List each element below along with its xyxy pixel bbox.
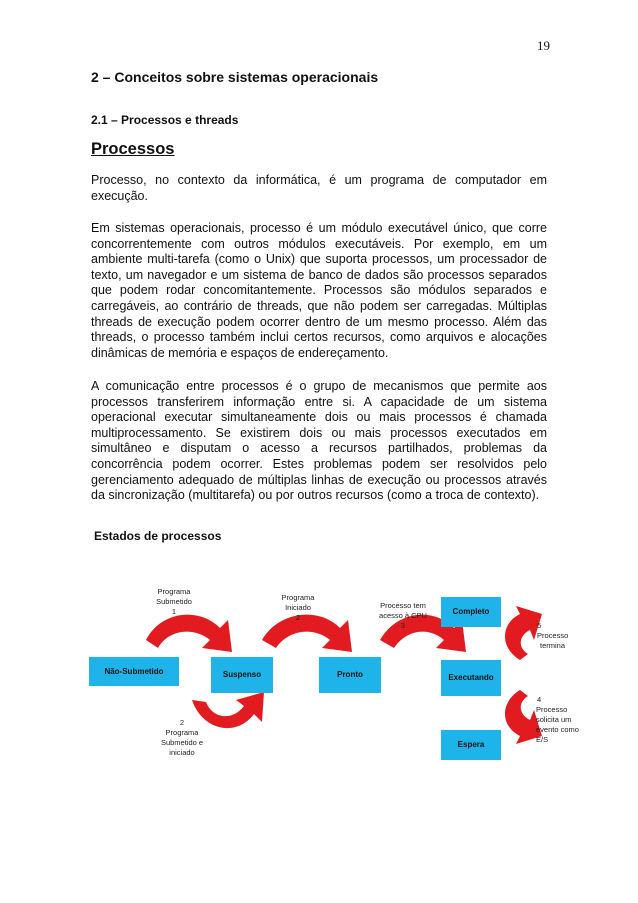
arrow-transition-2-bottom bbox=[192, 692, 264, 728]
arrow-transition-2-top bbox=[262, 615, 352, 652]
svg-text:acesso à CPU: acesso à CPU bbox=[379, 611, 427, 620]
svg-text:Submetido e: Submetido e bbox=[160, 738, 204, 747]
svg-text:termina: termina bbox=[540, 641, 566, 650]
processos-heading: Processos bbox=[91, 140, 175, 158]
svg-text:solicita um: solicita um bbox=[536, 715, 572, 724]
paragraph-modules: Em sistemas operacionais, processo é um módulo executável único, que corre concorrentemente com outros módulos executáveis. Por exemplo, em um ambiente multi-tarefa (como o Unix) que suporta processos, um processador de texto, um navegador e um sistema de banco de dados são processos separados que podem rodar concomitantemente. Processos são módulos separados e carregáveis, ao contrário de threads, que não podem ser carregadas. Múltiplas threads de execução podem ocorrer dentro de um mesmo processo. Além das threads, o processo também inclui certos recursos, como arquivos e alocações dinâmicas de memória e espaços de endereçamento. bbox=[91, 221, 547, 360]
svg-text:Processo: Processo bbox=[537, 631, 569, 640]
state-pronto bbox=[319, 657, 381, 693]
svg-text:Programa: Programa bbox=[165, 728, 199, 737]
svg-text:1: 1 bbox=[171, 607, 177, 616]
state-espera-label: Espera bbox=[457, 740, 485, 749]
section-heading: 2 – Conceitos sobre sistemas operacionais bbox=[91, 69, 379, 85]
label-transition-2-bottom bbox=[161, 718, 203, 757]
label-transition-4 bbox=[536, 695, 579, 744]
state-completo bbox=[441, 597, 501, 627]
svg-text:Programa: Programa bbox=[157, 587, 191, 596]
state-suspenso bbox=[211, 657, 273, 693]
state-executando-label: Executando bbox=[448, 673, 494, 682]
svg-text:Programa: Programa bbox=[281, 593, 315, 602]
estados-heading: Estados de processos bbox=[94, 529, 222, 543]
svg-text:Processo tem: Processo tem bbox=[380, 601, 426, 610]
state-pronto-label: Pronto bbox=[337, 670, 363, 679]
svg-text:Processo: Processo bbox=[536, 705, 568, 714]
svg-text:3: 3 bbox=[400, 621, 406, 630]
state-executando bbox=[441, 660, 501, 696]
svg-text:Iniciado: Iniciado bbox=[285, 603, 311, 612]
arrow-transition-1 bbox=[146, 615, 232, 652]
svg-text:E/S: E/S bbox=[536, 735, 549, 744]
svg-text:evento como: evento como bbox=[536, 725, 579, 734]
svg-text:iniciado: iniciado bbox=[169, 748, 195, 757]
svg-text:4: 4 bbox=[537, 695, 542, 704]
state-nao-submetido bbox=[89, 657, 179, 686]
paragraph-communication: A comunicação entre processos é o grupo de mecanismos que permite aos processos transferirem informação entre si. A capacidade de um sistema operacional executar simultaneamente dois ou mais processos é chamada multiprocessamento. Se existirem dois ou mais processos executados em simultâneo e disputam o acesso a recursos partilhados, problemas da concorrência podem ocorrer. Estes problemas podem ser resolvidos pelo gerenciamento adequado de múltiplas linhas de execução ou processos através da sincronização (multitarefa) ou por outros recursos (como a troca de contexto). bbox=[91, 379, 547, 503]
state-nao-submetido-label: Não-Submetido bbox=[104, 667, 164, 676]
svg-text:Submetido: Submetido bbox=[156, 597, 192, 606]
label-transition-5 bbox=[537, 621, 568, 650]
state-espera bbox=[441, 730, 501, 760]
label-transition-1 bbox=[156, 587, 192, 616]
svg-text:2: 2 bbox=[295, 613, 301, 622]
state-completo-label: Completo bbox=[452, 607, 490, 616]
page-number: 19 bbox=[537, 38, 550, 53]
svg-text:2: 2 bbox=[179, 718, 185, 727]
svg-text:5: 5 bbox=[537, 621, 542, 630]
paragraph-definition: Processo, no contexto da informática, é um programa de computador em execução. bbox=[91, 173, 547, 203]
subsection-heading: 2.1 – Processos e threads bbox=[91, 113, 239, 127]
state-suspenso-label: Suspenso bbox=[222, 670, 262, 679]
